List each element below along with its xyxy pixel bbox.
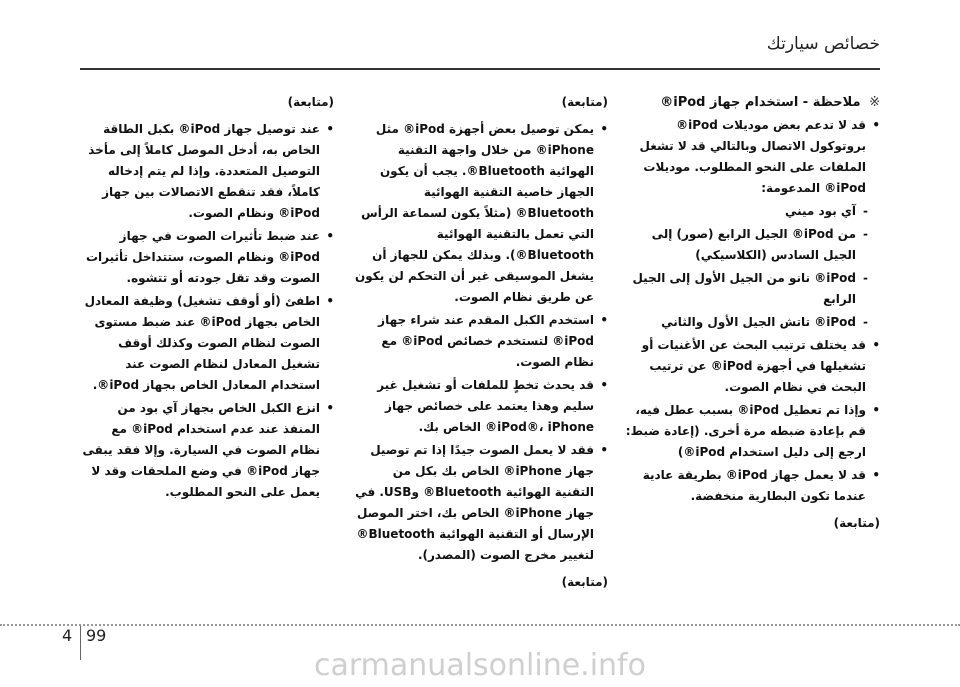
chapter-number: 4 [62, 626, 73, 645]
column-middle [353, 92, 608, 593]
note-mark-icon: ※ [869, 95, 880, 110]
page-header [80, 20, 880, 70]
list-subitem: - iPod® نانو من الجيل الأول إلى الجيل الرابع [625, 268, 880, 310]
page-number: 99 [86, 626, 107, 645]
section-title [625, 92, 880, 113]
right-list [625, 115, 880, 507]
list-item: • عند ضبط تأثيرات الصوت في جهاز iPod® ونظام الصوت، ستتداخل تأثيرات الصوت وقد تقل جودته أو تتشوه. [79, 226, 334, 289]
list-item: • قد يحدث تخطٍ للملفات أو تشغيل غير سليم وهذا يعتمد على خصائص جهاز iPod®، iPhone® الخاص بك. [353, 375, 608, 438]
list-item: • عند توصيل جهاز iPod® بكبل الطاقة الخاص به، أدخل الموصل كاملاً إلى مأخذ التوصيل المتعددة. وإذا لم يتم إدخاله كاملاً، فقد تنقطع الاتصالات بين جهاز iPod® ونظام الصوت. [79, 119, 334, 224]
middle-list [353, 119, 608, 566]
continued-label: (متابعة) [561, 575, 608, 589]
list-item: • استخدم الكبل المقدم عند شراء جهاز iPod® لتستخدم خصائص iPod® مع نظام الصوت. [353, 310, 608, 373]
list-subitem: - آي بود ميني [625, 201, 880, 222]
continued-label: (متابعة) [287, 95, 334, 109]
list-item: • يمكن توصيل بعض أجهزة iPod® مثل iPhone® من خلال واجهة التقنية الهوائية Bluetooth®. يجب أن يكون الجهاز خاصية التقنية الهوائية Bluetooth® (مثلاً يكون لسماعة الرأس التي تعمل بالتقنية الهوائية Bluetooth®). وبذلك يمكن للجهاز أن يشغل الموسيقى غير أن التحكم لن يكون عن طريق نظام الصوت. [353, 119, 608, 308]
section-title-text: ملاحظة - استخدام جهاز iPod® [660, 95, 861, 110]
list-subitem: - من iPod® الجيل الرابع (صور) إلى الجيل السادس (الكلاسيكي) [625, 224, 880, 266]
list-item: • قد لا تدعم بعض موديلات iPod® بروتوكول الاتصال وبالتالي قد لا تشغل الملفات على النحو المطلوب. موديلات iPod® المدعومة: [625, 115, 880, 199]
list-item: • قد لا يعمل جهاز iPod® بطريقة عادية عندما تكون البطارية منخفضة. [625, 465, 880, 507]
list-subitem: - iPod® تاتش الجيل الأول والثاني [625, 312, 880, 333]
watermark: carmanualsonline.info [314, 648, 646, 683]
continued-label: (متابعة) [833, 516, 880, 530]
page-title: خصائص سيارتك [766, 34, 880, 54]
header-rule [80, 68, 880, 70]
list-item: • اطفئ (أو أوقف تشغيل) وظيفة المعادل الخاص بجهاز iPod® عند ضبط مستوى الصوت لنظام الصوت وكذلك أوقف تشغيل المعادل لنظام الصوت عند استخدام المعادل الخاص بجهاز iPod®. [79, 291, 334, 396]
column-left [79, 92, 334, 505]
list-item: • وإذا تم تعطيل iPod® بسبب عطل فيه، قم بإعادة ضبطه مرة أخرى. (إعادة ضبط: ارجع إلى دليل استخدام iPod®) [625, 400, 880, 463]
column-right [625, 92, 880, 534]
list-item: • قد يختلف ترتيب البحث عن الأغنيات أو تشغيلها في أجهزة iPod® عن ترتيب البحث في نظام الصوت. [625, 335, 880, 398]
continued-label: (متابعة) [561, 95, 608, 109]
list-item: • فقد لا يعمل الصوت جيدًا إذا تم توصيل جهاز iPhone® الخاص بك بكل من التقنية الهوائية Bluetooth® وUSB. في جهاز iPhone® الخاص بك، اختر الموصل الإرسال أو التقنية الهوائية Bluetooth® لتغيير مخرج الصوت (المصدر). [353, 440, 608, 566]
footer-rule [0, 624, 960, 626]
left-list [79, 119, 334, 503]
list-item: • انزع الكبل الخاص بجهاز آي بود من المنفذ عند عدم استخدام iPod® مع نظام الصوت في السيارة. وإلا فقد يبقى جهاز iPod® في وضع الملحقات وقد لا يعمل على النحو المطلوب. [79, 398, 334, 503]
